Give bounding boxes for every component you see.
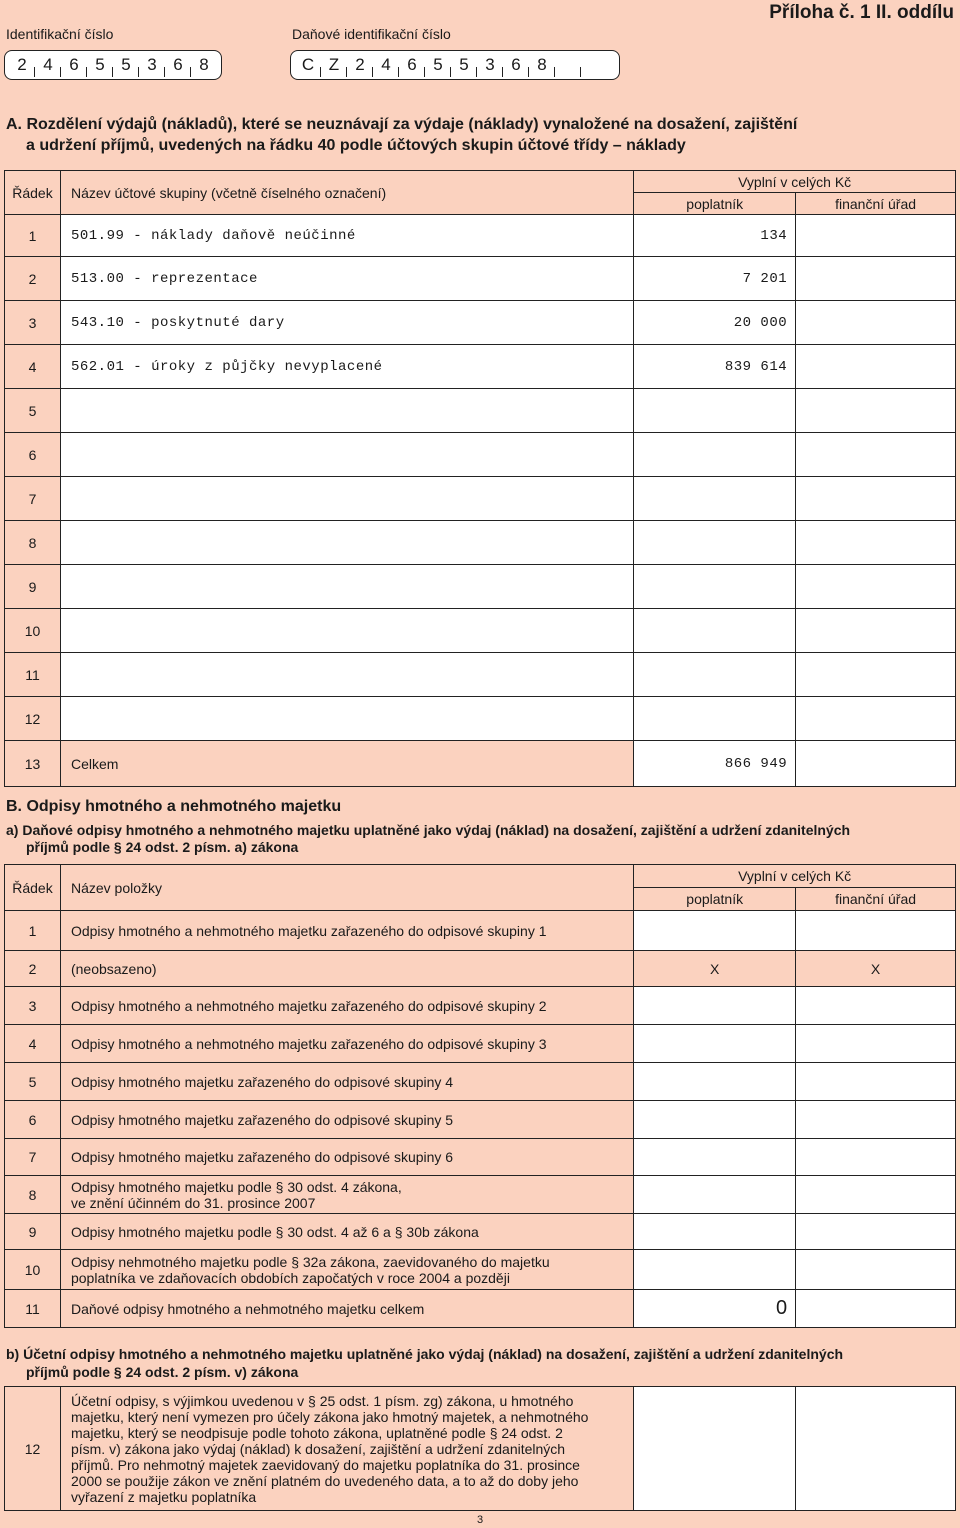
table-b-part-b [4,1386,956,1511]
account-group-name[interactable]: 501.99 - náklady daňově neúčinné [60,215,633,257]
office-amount[interactable] [796,477,956,521]
item-name: Odpisy hmotného a nehmotného majetku zařazeného do odpisové skupiny 1 [60,911,633,951]
item-name [60,1250,633,1290]
office-amount[interactable] [796,257,956,301]
payer-amount[interactable] [634,1214,796,1250]
dic-char: 5 [425,55,451,75]
payer-amount: X [634,951,796,987]
table-row [5,1025,956,1063]
payer-amount[interactable] [634,1101,796,1139]
item-text-line: majetku, který se neodpisuje podle tohoto zákona, uplatněné podle § 24 odst. 2 [70,1424,563,1441]
payer-amount[interactable] [634,433,796,477]
item-text-line: majetku, který není vymezen pro účely zákona jako hmotný majetek, a nehmotného [70,1408,589,1425]
col-header-payer: poplatník [634,193,796,215]
table-row [5,565,956,609]
col-header-payer: poplatník [634,888,796,911]
account-group-name[interactable] [60,433,633,477]
office-amount[interactable] [796,433,956,477]
office-amount[interactable] [796,1063,956,1101]
item-name-line1: Odpisy nehmotného majetku podle § 32a zákona, zaevidovaného do majetku [70,1253,550,1270]
payer-amount[interactable] [634,1387,796,1511]
table-row [5,987,956,1025]
account-group-name[interactable] [60,389,633,433]
table-row [5,1139,956,1176]
col-header-row: Řádek [5,865,61,911]
table-row [5,1101,956,1139]
office-amount[interactable] [796,565,956,609]
row-number: 12 [5,697,61,741]
page-number: 3 [477,1514,484,1526]
dic-char: C [295,55,321,75]
item-name: Daňové odpisy hmotného a nehmotného majetku celkem [60,1290,633,1328]
payer-amount[interactable] [634,477,796,521]
row-number: 6 [5,433,61,477]
total-payer-amount[interactable]: 866 949 [634,741,796,787]
row-number: 7 [5,1139,61,1176]
table-row [5,1214,956,1250]
office-amount[interactable] [796,1176,956,1214]
row-number: 4 [5,345,61,389]
row-number: 12 [5,1387,61,1511]
table-a [4,170,956,787]
office-amount[interactable] [796,215,956,257]
row-number: 5 [5,1063,61,1101]
account-group-name[interactable] [60,653,633,697]
office-amount[interactable] [796,301,956,345]
row-number: 3 [5,301,61,345]
row-number: 6 [5,1101,61,1139]
ic-digit: 3 [139,55,165,75]
dic-char: 2 [347,55,373,75]
payer-amount[interactable] [634,521,796,565]
ic-digit: 2 [9,55,35,75]
attachment-title: Příloha č. 1 II. oddílu [769,2,954,23]
office-amount[interactable] [796,609,956,653]
item-name [60,1176,633,1214]
col-header-fill: Vyplní v celých Kč [634,171,956,193]
payer-amount[interactable]: 134 [634,215,796,257]
col-header-row: Řádek [5,171,61,215]
account-group-name[interactable] [60,477,633,521]
dic-field[interactable] [290,50,620,80]
payer-amount[interactable] [634,1025,796,1063]
row-number: 2 [5,257,61,301]
office-amount[interactable] [796,911,956,951]
dic-label: Daňové identifikační číslo [292,26,451,42]
total-office-amount[interactable] [796,741,956,787]
payer-amount[interactable]: 839 614 [634,345,796,389]
col-header-name: Název účtové skupiny (včetně číselného označení) [60,171,633,215]
payer-amount[interactable] [634,609,796,653]
table-row [5,609,956,653]
payer-amount[interactable] [634,565,796,609]
item-text-line: Účetní odpisy, s výjimkou uvedenou v § 25 odst. 1 písm. zg) zákona, u hmotného [70,1392,574,1409]
item-name-line2: poplatníka ve zdaňovacích obdobích započatých v roce 2004 a později [70,1269,510,1286]
office-amount[interactable] [796,521,956,565]
table-row [5,653,956,697]
payer-amount[interactable] [634,911,796,951]
payer-amount[interactable] [634,987,796,1025]
table-row [5,697,956,741]
row-number: 10 [5,609,61,653]
section-a-title-line2: a udržení příjmů, uvedených na řádku 40 podle účtových skupin účtové třídy – náklady [26,137,686,154]
item-name: Odpisy hmotného majetku zařazeného do odpisové skupiny 6 [60,1139,633,1176]
row-number: 4 [5,1025,61,1063]
office-amount[interactable] [796,1387,956,1511]
table-row [5,1387,956,1511]
table-row [5,911,956,951]
row-number: 11 [5,653,61,697]
row-number: 3 [5,987,61,1025]
section-b-sub-b-line2: příjmů podle § 24 odst. 2 písm. v) zákona [26,1364,299,1380]
ic-digit: 6 [165,55,191,75]
row-number: 13 [5,741,61,787]
table-row [5,477,956,521]
dic-char: 5 [451,55,477,75]
ic-digit: 8 [199,55,209,74]
row-number: 9 [5,1214,61,1250]
account-group-name[interactable] [60,697,633,741]
office-amount: X [796,951,956,987]
payer-amount[interactable] [634,653,796,697]
ic-digit: 5 [113,55,139,75]
item-name: Odpisy hmotného majetku podle § 30 odst. 4 až 6 a § 30b zákona [60,1214,633,1250]
row-number: 10 [5,1250,61,1290]
section-b-title: B. Odpisy hmotného a nehmotného majetku [6,798,342,815]
row-number: 1 [5,911,61,951]
payer-amount[interactable] [634,697,796,741]
row-number: 2 [5,951,61,987]
item-text-line: písm. v) zákona jako výdaj (náklad) k dosažení, zajištění a udržení zdanitelných [70,1440,566,1457]
office-amount[interactable] [796,1139,956,1176]
ic-digit: 4 [35,55,61,75]
office-amount[interactable] [796,1025,956,1063]
item-name: Odpisy hmotného a nehmotného majetku zařazeného do odpisové skupiny 3 [60,1025,633,1063]
payer-amount[interactable] [634,1063,796,1101]
item-name-line1: Odpisy hmotného majetku podle § 30 odst. 4 zákona, [70,1178,402,1195]
item-text-line: 2000 se použije zákon ve znění platném do uvedeného data, a to až do doby jeho [70,1472,579,1489]
item-name: Odpisy hmotného majetku zařazeného do odpisové skupiny 4 [60,1063,633,1101]
dic-char: 3 [477,55,503,75]
table-row [5,301,956,345]
total-label: Celkem [60,741,633,787]
table-row [5,1250,956,1290]
account-group-name[interactable] [60,521,633,565]
ic-label: Identifikační číslo [6,26,114,42]
payer-amount[interactable] [634,1139,796,1176]
table-row [5,1290,956,1328]
ic-digit: 5 [87,55,113,75]
row-number: 8 [5,1176,61,1214]
col-header-fill: Vyplní v celých Kč [634,865,956,888]
account-group-name[interactable]: 562.01 - úroky z půjčky nevyplacené [60,345,633,389]
table-row [5,215,956,257]
table-row [5,951,956,987]
item-name: Odpisy hmotného majetku zařazeného do odpisové skupiny 5 [60,1101,633,1139]
payer-amount[interactable]: 7 201 [634,257,796,301]
table-row [5,521,956,565]
payer-amount[interactable] [634,389,796,433]
section-b-sub-a-line2: příjmů podle § 24 odst. 2 písm. a) zákona [26,839,299,855]
office-amount[interactable] [796,1214,956,1250]
table-row [5,1176,956,1214]
office-amount[interactable] [796,697,956,741]
item-text-line: příjmů. Pro nehmotný majetek zaevidovaný do majetku poplatníka do 31. prosince [70,1456,580,1473]
account-group-name[interactable]: 513.00 - reprezentace [60,257,633,301]
row-number: 7 [5,477,61,521]
payer-amount[interactable]: 0 [634,1290,796,1328]
dic-char: 6 [503,55,529,75]
table-row [5,345,956,389]
col-header-office: finanční úřad [796,193,956,215]
section-b-sub-b-line1: b) Účetní odpisy hmotného a nehmotného majetku uplatněné jako výdaj (náklad) na dosažení, zajištění a udržení zdanitelných [6,1346,844,1362]
account-group-name[interactable] [60,565,633,609]
table-b [4,864,956,1328]
dic-char: 6 [399,55,425,75]
office-amount[interactable] [796,389,956,433]
table-row [5,389,956,433]
row-number: 1 [5,215,61,257]
office-amount[interactable] [796,653,956,697]
dic-char: Z [321,55,347,75]
section-b-sub-a-line1: a) Daňové odpisy hmotného a nehmotného majetku uplatněné jako výdaj (náklad) na dosažení, zajištění a udržení zdanitelných [6,822,851,838]
office-amount[interactable] [796,1250,956,1290]
section-a-title-line1: A. Rozdělení výdajů (nákladů), které se neuznávají za výdaje (náklady) vynaložené na dosažení, zajištění [6,116,798,133]
payer-amount[interactable] [634,1176,796,1214]
item-name-line2: ve znění účinném do 31. prosince 2007 [70,1194,316,1211]
col-header-name: Název položky [60,865,633,911]
table-row [5,257,956,301]
total-row [5,741,956,787]
account-group-name[interactable]: 543.10 - poskytnuté dary [60,301,633,345]
item-text-line: vyřazení z majetku poplatníka [70,1488,257,1505]
ic-field[interactable] [4,50,222,80]
payer-amount[interactable]: 20 000 [634,301,796,345]
row-number: 9 [5,565,61,609]
col-header-office: finanční úřad [796,888,956,911]
item-name [60,1387,633,1511]
office-amount[interactable] [796,345,956,389]
dic-char: 8 [529,55,555,75]
office-amount[interactable] [796,1101,956,1139]
row-number: 5 [5,389,61,433]
table-row [5,433,956,477]
office-amount[interactable] [796,1290,956,1328]
dic-char: 4 [373,55,399,75]
item-name: (neobsazeno) [60,951,633,987]
row-number: 8 [5,521,61,565]
row-number: 11 [5,1290,61,1328]
payer-amount[interactable] [634,1250,796,1290]
table-row [5,1063,956,1101]
office-amount[interactable] [796,987,956,1025]
account-group-name[interactable] [60,609,633,653]
item-name: Odpisy hmotného a nehmotného majetku zařazeného do odpisové skupiny 2 [60,987,633,1025]
ic-digit: 6 [61,55,87,75]
